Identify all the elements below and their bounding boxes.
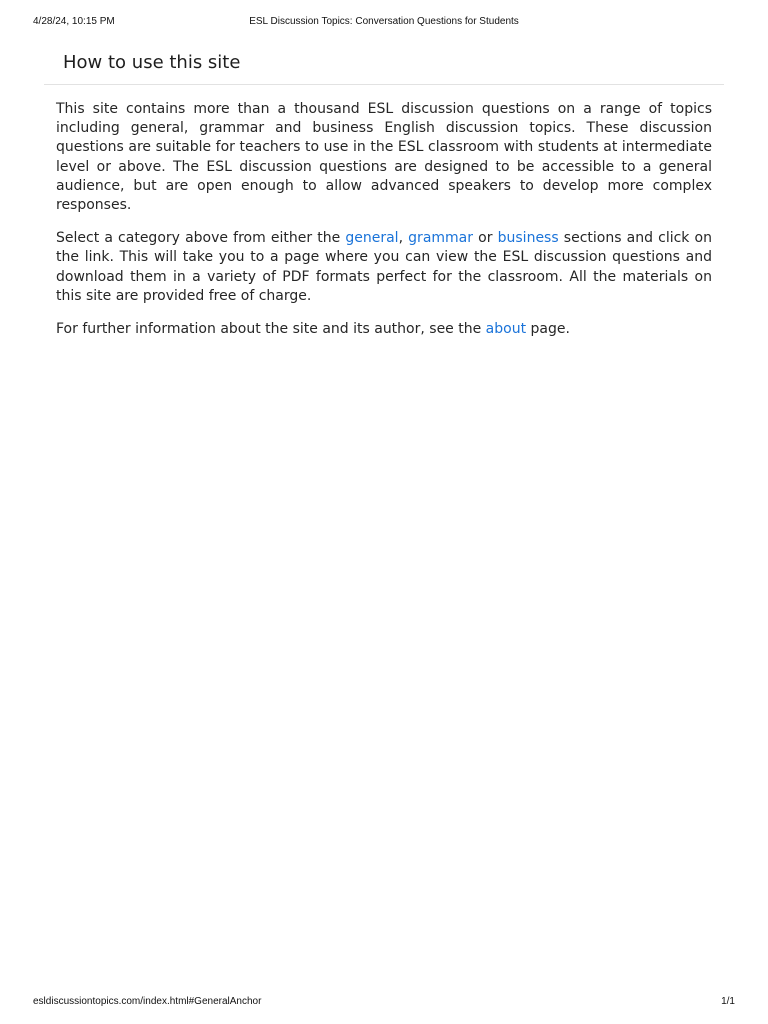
section-heading: How to use this site xyxy=(63,52,241,73)
intro-paragraph: This site contains more than a thousand ESL discussion questions on a range of topics including general, grammar and business English discussion topics. These discussion questions are suitable for teachers to use in the ESL classroom with students at intermediate level or above. The ESL discussion questions are designed to be accessible to a general audience, but are open enough to allow advanced speakers to develop more complex responses. xyxy=(56,101,712,214)
about-link[interactable]: about xyxy=(485,321,527,338)
print-url: esldiscussiontopics.com/index.html#GeneralAnchor xyxy=(33,996,262,1007)
category-separator-2: or xyxy=(473,230,498,247)
about-text-before: For further information about the site and its author, see the xyxy=(56,321,486,338)
category-text-after: sections and click on the link. This will take you to a page where you can view the ESL discussion questions and download them in a variety of PDF formats perfect for the classroom. All the materials on this site are provided free of charge. xyxy=(56,230,712,304)
business-link[interactable]: business xyxy=(497,230,559,247)
print-date: 4/28/24, 10:15 PM xyxy=(33,16,115,27)
print-document-title: ESL Discussion Topics: Conversation Questions for Students xyxy=(249,16,519,27)
print-header xyxy=(33,16,735,30)
category-separator-1: , xyxy=(398,230,409,247)
general-link[interactable]: general xyxy=(345,230,399,247)
page-number: 1/1 xyxy=(721,996,735,1007)
category-text-before: Select a category above from either the xyxy=(56,230,346,247)
category-paragraph xyxy=(56,229,712,306)
print-footer xyxy=(33,996,735,1010)
about-text-after: page. xyxy=(526,321,570,338)
section-heading-bar xyxy=(44,48,724,85)
section-body xyxy=(56,100,712,353)
about-paragraph xyxy=(56,320,712,339)
grammar-link[interactable]: grammar xyxy=(408,230,474,247)
